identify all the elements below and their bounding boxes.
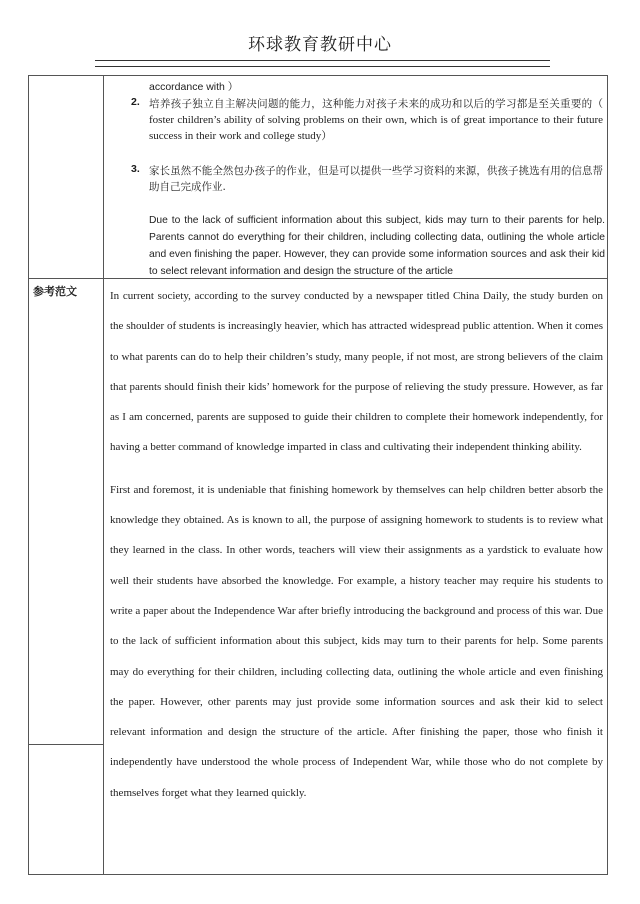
list-item-english-text: foster children’s ability of solving problems on their own, which is of great importance to their future success in their work and college study） — [149, 114, 603, 142]
list-item-body — [149, 96, 603, 144]
list-item-number: 3. — [131, 163, 140, 175]
upper-english-paragraph: Due to the lack of sufficient information about this subject, kids may turn to their parents for help. Parents cannot do everything for their children, including collecting data, outlining the whole article and even finishing the paper. However, they can provide some information sources and ask their kid to select relevant information and design the structure of the article — [149, 215, 605, 277]
sample-essay-body — [110, 281, 603, 808]
sample-essay-label: 参考范文 — [33, 285, 77, 298]
document-table — [28, 75, 608, 875]
essay-paragraph-2: First and foremost, it is undeniable that finishing homework by themselves can help children better absorb the knowledge they obtained. As is known to all, the purpose of assigning homework to students is to review what they learned in the class. In other words, teachers will view their assignments as a yardstick to evaluate how well their students have absorbed the knowledge. For example, a history teacher may require his students to write a paper about the Independence War after briefly introducing the background and process of this war. Due to the lack of sufficient information about this subject, kids may turn to their parents for help. Some parents may do everything for their children, including collecting data, outlining the whole article and even finishing the paper. However, other parents may just provide some information sources and ask their kid to select relevant information and design the structure of the article. After finishing the paper, those who finish it independently have understood the whole process of Independent War, while those who do not complete by themselves forget what they learned quickly. — [110, 483, 603, 799]
table-column-divider — [103, 76, 104, 874]
header-rule-bottom — [95, 66, 550, 67]
page-header-title: 环球教育教研中心 — [248, 35, 392, 55]
table-left-cell-divider — [29, 744, 103, 745]
header-rule-top — [95, 60, 550, 61]
continued-line: accordance with ） — [149, 81, 239, 93]
list-item-chinese-text: 家长虽然不能全然包办孩子的作业，但是可以提供一些学习资料的来源，供孩子挑选有用的信息帮助自己完成作业. — [149, 165, 603, 193]
list-item-number: 2. — [131, 96, 140, 108]
list-item-body — [149, 163, 603, 195]
essay-paragraph-1: In current society, according to the survey conducted by a newspaper titled China Daily, the study burden on the shoulder of students is increasingly heavier, which has attracted widespread public attention. When it comes to what parents can do to help their children’s study, many people, if not most, are strong believers of the claim that parents should finish their kids’ homework for the purpose of relieving the study pressure. However, as far as I am concerned, parents are supposed to guide their children to complete their homework independently, for having a better command of knowledge imparted in class and cultivating their independent thinking ability. — [110, 290, 603, 454]
list-item-chinese-text: 培养孩子独立自主解决问题的能力，这种能力对孩子未来的成功和以后的学习都是至关重要的（ — [149, 98, 603, 110]
